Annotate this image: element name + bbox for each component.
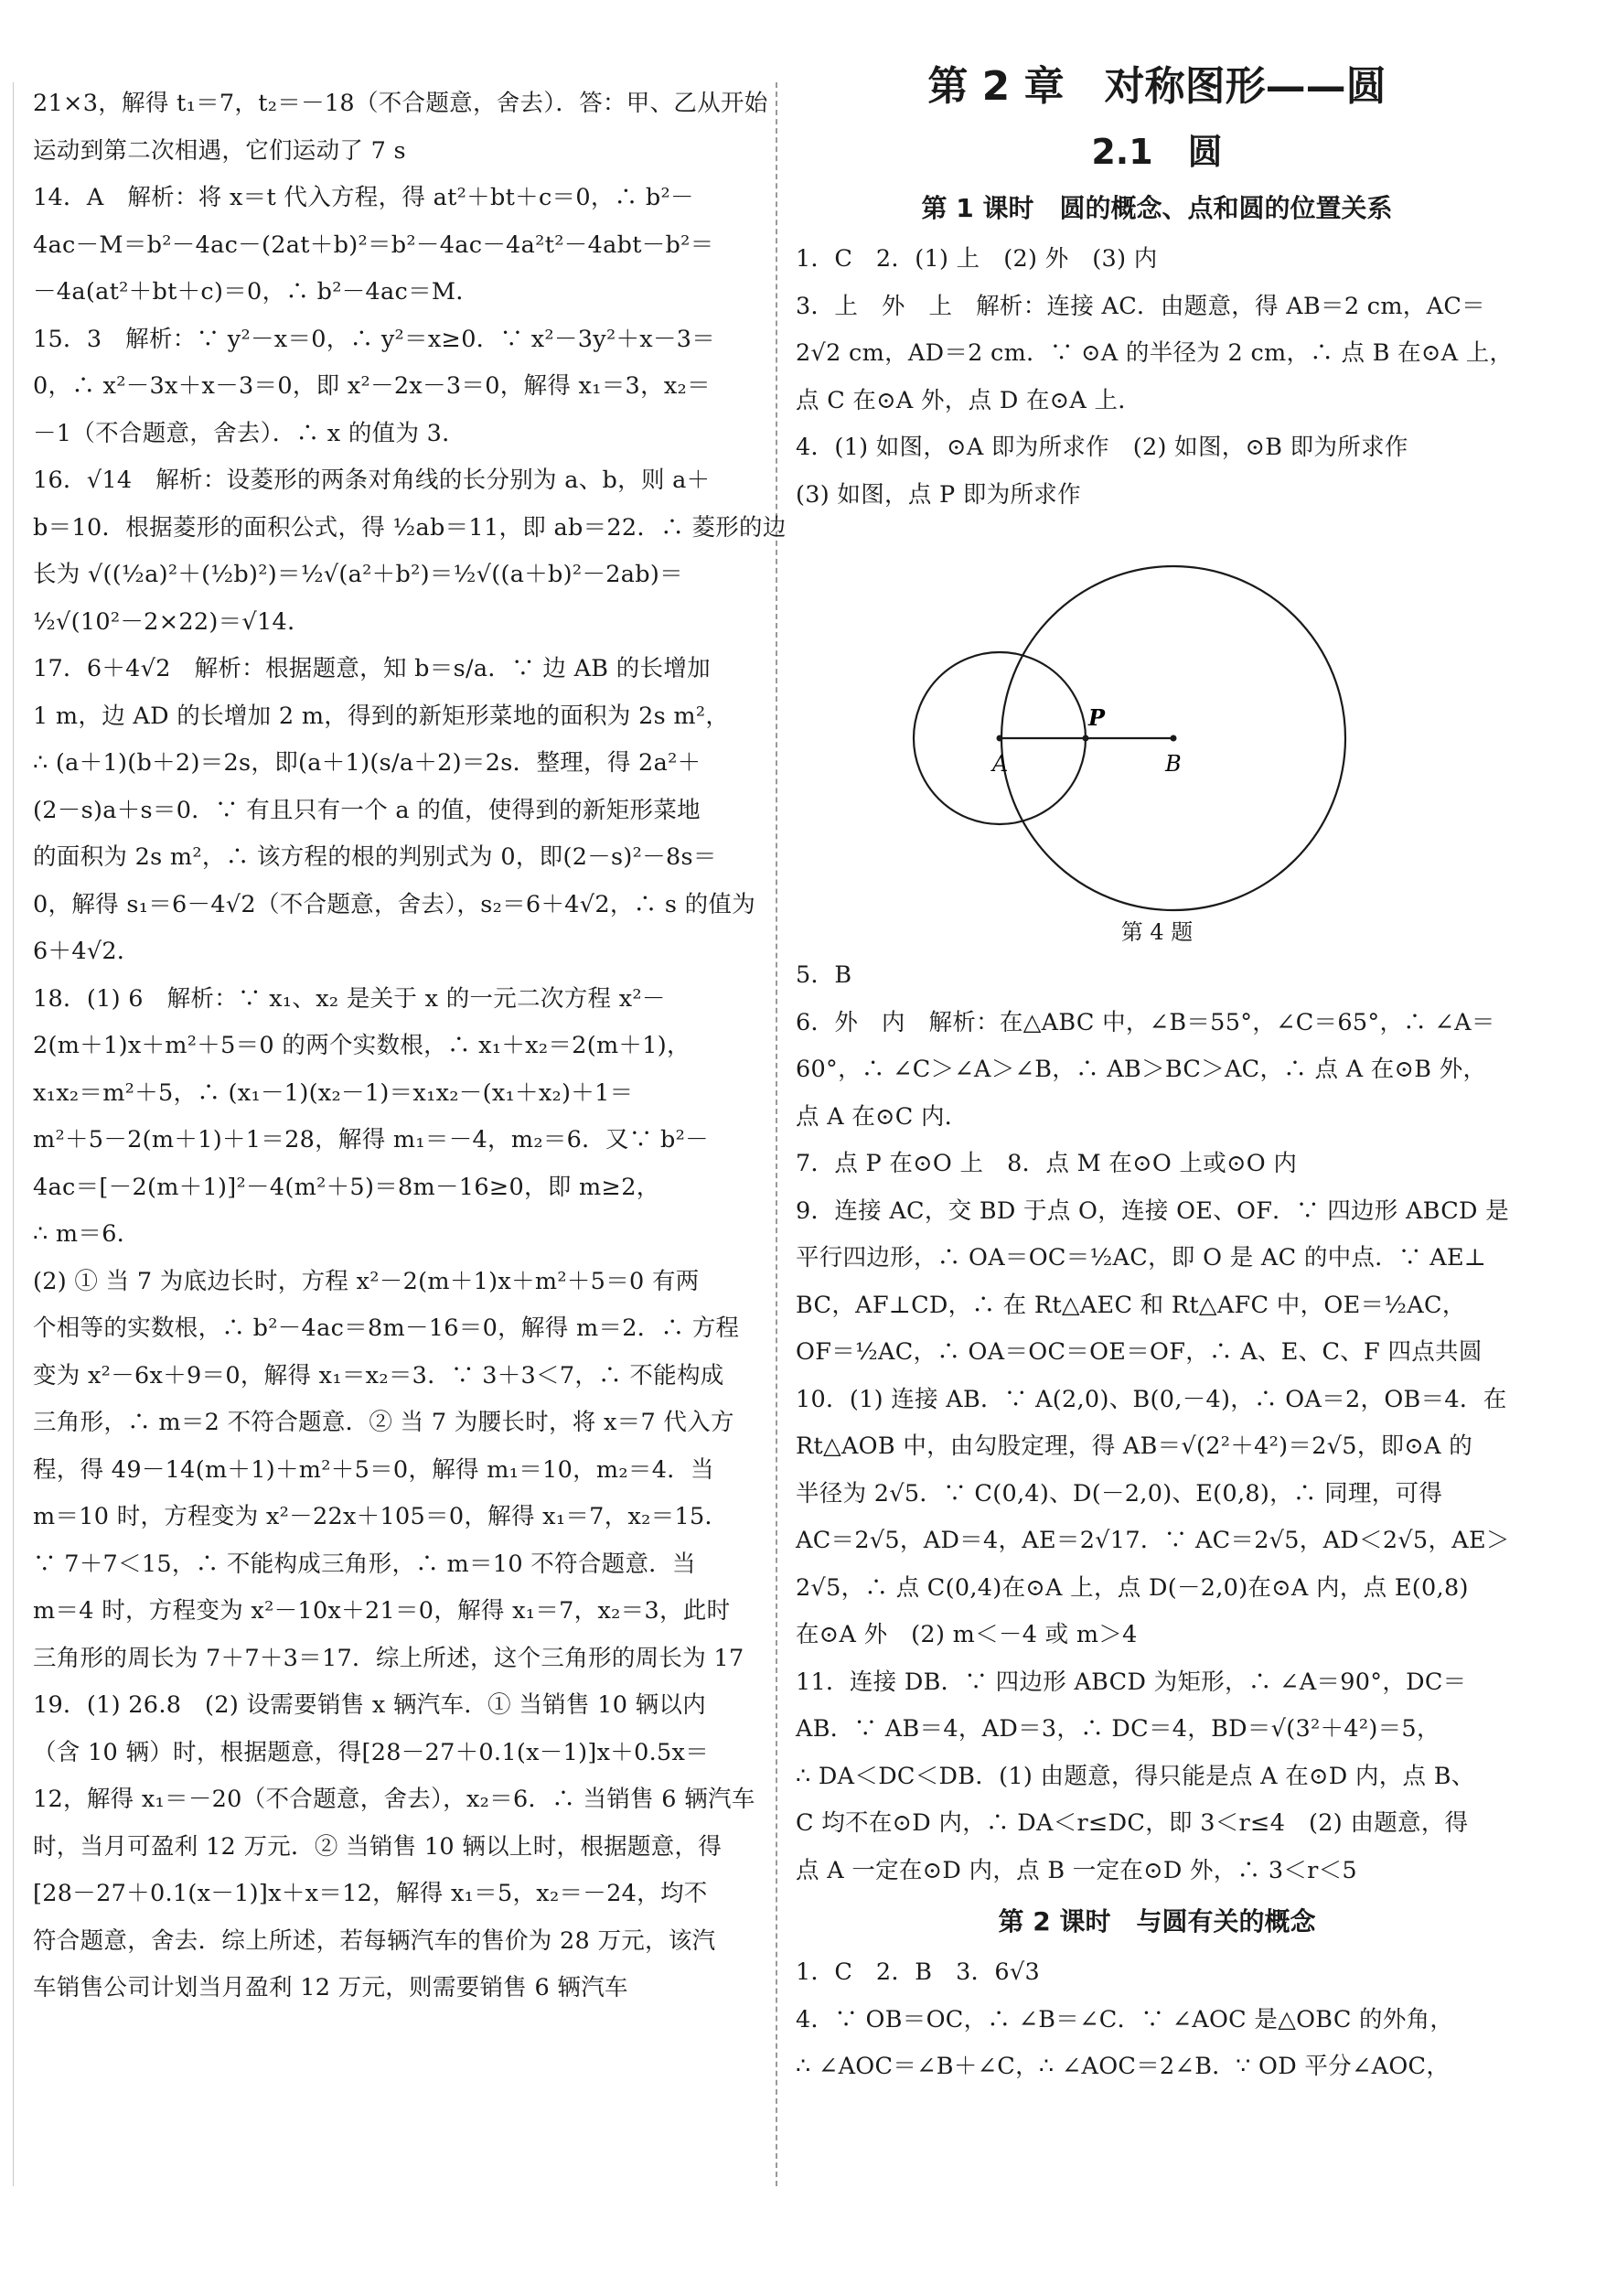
label-a: A [992, 751, 1009, 777]
text-line: 16．√14 解析：设菱形的两条对角线的长分别为 a、b，则 a＋ [33, 467, 711, 494]
text-line: 三角形的周长为 7＋7＋3＝17．综上所述，这个三角形的周长为 17 [33, 1644, 744, 1672]
text-line: 点 A 在⊙C 内． [796, 1102, 969, 1131]
text-line: m＝10 时，方程变为 x²－22x＋105＝0，解得 x₁＝7，x₂＝15． [33, 1503, 729, 1530]
text-line: 4ac－M＝b²－4ac－(2at＋b)²＝b²－4ac－4a²t²－4abt－b²＝ [33, 231, 714, 259]
text-line: 9．连接 AC，交 BD 于点 O，连接 OE、OF．∵ 四边形 ABCD 是 [796, 1196, 1509, 1225]
text-line: －4a(at²＋bt＋c)＝0，∴ b²－4ac＝M． [33, 278, 480, 306]
text-line: OF＝½AC，∴ OA＝OC＝OE＝OF，∴ A、E、C、F 四点共圆 [796, 1338, 1483, 1366]
page-edge-left [13, 82, 14, 2186]
text-line: 4ac＝[－2(m＋1)]²－4(m²＋5)＝8m－16≥0，即 m≥2， [33, 1173, 660, 1201]
text-line: 点 A 一定在⊙D 内，点 B 一定在⊙D 外，∴ 3＜r＜5 [796, 1856, 1357, 1884]
text-line: ∵ 7＋7＜15，∴ 不能构成三角形，∴ m＝10 不符合题意．当 [33, 1550, 696, 1578]
text-line: 12，解得 x₁＝－20（不合题意，舍去），x₂＝6．∴ 当销售 6 辆汽车 [33, 1786, 755, 1813]
text-line: 11．连接 DB．∵ 四边形 ABCD 为矩形，∴ ∠A＝90°，DC＝ [796, 1668, 1467, 1696]
text-line: C 均不在⊙D 内，∴ DA＜r≤DC，即 3＜r≤4 (2) 由题意，得 [796, 1809, 1469, 1837]
figure-caption: 第 4 题 [1120, 919, 1194, 945]
text-line: 符合题意，舍去．综上所述，若每辆汽车的售价为 28 万元，该汽 [33, 1926, 716, 1955]
text-line: 运动到第二次相遇，它们运动了 7 s [33, 136, 406, 165]
text-line: 5．B [796, 961, 852, 989]
text-line: 0，解得 s₁＝6－4√2（不合题意，舍去），s₂＝6＋4√2，∴ s 的值为 [33, 890, 756, 918]
point-b [1171, 735, 1177, 742]
text-line: 4．∵ OB＝OC，∴ ∠B＝∠C．∵ ∠AOC 是△OBC 的外角， [796, 2005, 1454, 2033]
text-line: 4．(1) 如图，⊙A 即为所求作 (2) 如图，⊙B 即为所求作 [796, 434, 1408, 461]
text-line: 时，当月可盈利 12 万元．② 当销售 10 辆以上时，根据题意，得 [33, 1832, 723, 1861]
label-p: P [1088, 704, 1106, 731]
point-p [1083, 735, 1089, 742]
text-line: 2√2 cm，AD＝2 cm．∵ ⊙A 的半径为 2 cm，∴ 点 B 在⊙A 上， [796, 339, 1514, 367]
text-line: 变为 x²－6x＋9＝0，解得 x₁＝x₂＝3．∵ 3＋3＜7，∴ 不能构成 [33, 1361, 724, 1389]
lesson-2-answers [796, 1949, 1518, 2091]
text-line: (3) 如图，点 P 即为所求作 [796, 480, 1081, 509]
text-line: 18．(1) 6 解析：∵ x₁、x₂ 是关于 x 的一元二次方程 x²－ [33, 984, 666, 1013]
text-line: AB．∵ AB＝4，AD＝3，∴ DC＝4，BD＝√(3²＋4²)＝5， [796, 1715, 1440, 1743]
lesson-2-title: 第 2 课时 与圆有关的概念 [998, 1906, 1316, 1937]
text-line: (2－s)a＋s＝0．∵ 有且只有一个 a 的值，使得到的新矩形菜地 [33, 796, 701, 824]
text-line: 17．6＋4√2 解析：根据题意，知 b＝s/a．∵ 边 AB 的长增加 [33, 655, 711, 682]
text-line: b＝10．根据菱形的面积公式，得 ½ab＝11，即 ab＝22．∴ 菱形的边 [33, 513, 787, 542]
text-line: ∴ DA＜DC＜DB．(1) 由题意，得只能是点 A 在⊙D 内，点 B、 [796, 1762, 1475, 1790]
text-line: 15．3 解析：∵ y²－x＝0，∴ y²＝x≥0．∵ x²－3y²＋x－3＝ [33, 325, 716, 353]
text-line: －1（不合题意，舍去）．∴ x 的值为 3． [33, 419, 466, 447]
left-column-text [33, 80, 787, 2012]
text-line: 6＋4√2． [33, 938, 141, 965]
column-divider [776, 82, 777, 2186]
text-line: 程，得 49－14(m＋1)＋m²＋5＝0，解得 m₁＝10，m₂＝4．当 [33, 1455, 714, 1484]
text-line: 1．C 2．(1) 上 (2) 外 (3) 内 [796, 245, 1158, 273]
text-line: 个相等的实数根，∴ b²－4ac＝8m－16＝0，解得 m＝2．∴ 方程 [33, 1314, 740, 1342]
text-line: Rt△AOB 中，由勾股定理，得 AB＝√(2²＋4²)＝2√5，即⊙A 的 [796, 1432, 1473, 1460]
text-line: 19．(1) 26.8 (2) 设需要销售 x 辆汽车．① 当销售 10 辆以内 [33, 1691, 707, 1719]
text-line: 三角形，∴ m＝2 不符合题意．② 当 7 为腰长时，将 x＝7 代入方 [33, 1409, 734, 1436]
text-line: ½√(10²－2×22)＝√14． [33, 607, 311, 636]
left-column [33, 80, 787, 2012]
right-column [796, 63, 1518, 2091]
text-line: 长为 √((½a)²＋(½b)²)＝½√(a²＋b²)＝½√((a＋b)²－2ab)＝ [33, 561, 683, 588]
text-line: ∴ m＝6． [33, 1220, 141, 1248]
text-line: （含 10 辆）时，根据题意，得[28－27＋0.1(x－1)]x＋0.5x＝ [33, 1738, 710, 1766]
text-line: 点 C 在⊙A 外，点 D 在⊙A 上． [796, 386, 1142, 414]
circles-diagram [796, 519, 1518, 912]
text-line: m²＋5－2(m＋1)＋1＝28，解得 m₁＝－4，m₂＝6．又∵ b²－ [33, 1126, 709, 1153]
text-line: 的面积为 2s m²，∴ 该方程的根的判别式为 0，即(2－s)²－8s＝ [33, 843, 717, 871]
figure-4 [796, 519, 1518, 912]
lesson-1-title: 第 1 课时 圆的概念、点和圆的位置关系 [921, 193, 1393, 223]
text-line: 平行四边形，∴ OA＝OC＝½AC，即 O 是 AC 的中点．∵ AE⊥ [796, 1244, 1487, 1271]
lesson-1-answers-part-1 [796, 236, 1518, 519]
text-line: 车销售公司计划当月盈利 12 万元，则需要销售 6 辆汽车 [33, 1974, 628, 2001]
text-line: 2(m＋1)x＋m²＋5＝0 的两个实数根，∴ x₁＋x₂＝2(m＋1)， [33, 1032, 691, 1059]
text-line: 10．(1) 连接 AB．∵ A(2,0)、B(0,－4)，∴ OA＝2，OB＝4．在 [796, 1385, 1507, 1413]
section-title: 2.1 圆 [1091, 132, 1223, 172]
text-line: ∴ ∠AOC＝∠B＋∠C，∴ ∠AOC＝2∠B．∵ OD 平分∠AOC， [796, 2053, 1451, 2080]
text-line: 2√5，∴ 点 C(0,4)在⊙A 上，点 D(－2,0)在⊙A 内，点 E(0,8) [796, 1573, 1469, 1602]
text-line: BC，AF⊥CD，∴ 在 Rt△AEC 和 Rt△AFC 中，OE＝½AC， [796, 1291, 1466, 1319]
text-line: 0，∴ x²－3x＋x－3＝0，即 x²－2x－3＝0，解得 x₁＝3，x₂＝ [33, 372, 711, 400]
chapter-title: 第 2 章 对称图形——圆 [927, 63, 1387, 110]
text-line: (2) ① 当 7 为底边长时，方程 x²－2(m＋1)x＋m²＋5＝0 有两 [33, 1267, 700, 1295]
text-line: 1 m，边 AD 的长增加 2 m，得到的新矩形菜地的面积为 2s m²， [33, 702, 730, 730]
lesson-1-answers-part-2 [796, 952, 1518, 1894]
point-a [997, 735, 1003, 742]
text-line: 6．外 内 解析：在△ABC 中，∠B＝55°，∠C＝65°，∴ ∠A＝ [796, 1008, 1495, 1036]
text-line: 14．A 解析：将 x＝t 代入方程，得 at²＋bt＋c＝0，∴ b²－ [33, 184, 694, 211]
text-line: 半径为 2√5．∵ C(0,4)、D(－2,0)、E(0,8)，∴ 同理，可得 [796, 1479, 1443, 1507]
text-line: m＝4 时，方程变为 x²－10x＋21＝0，解得 x₁＝7，x₂＝3，此时 [33, 1597, 731, 1625]
text-line: AC＝2√5，AD＝4，AE＝2√17．∵ AC＝2√5，AD＜2√5，AE＞ [796, 1527, 1510, 1554]
text-line: 60°，∴ ∠C＞∠A＞∠B，∴ AB＞BC＞AC，∴ 点 A 在⊙B 外， [796, 1056, 1487, 1083]
text-line: [28－27＋0.1(x－1)]x＋x＝12，解得 x₁＝5，x₂＝－24，均不 [33, 1880, 708, 1907]
text-line: x₁x₂＝m²＋5，∴ (x₁－1)(x₂－1)＝x₁x₂－(x₁＋x₂)＋1＝ [33, 1078, 634, 1107]
text-line: 3．上 外 上 解析：连接 AC．由题意，得 AB＝2 cm，AC＝ [796, 292, 1485, 320]
text-line: 21×3，解得 t₁＝7，t₂＝－18（不合题意，舍去）．答：甲、乙从开始 [33, 90, 768, 117]
text-line: ∴ (a＋1)(b＋2)＝2s，即(a＋1)(s/a＋2)＝2s．整理，得 2a²＋ [33, 749, 701, 777]
label-b: B [1165, 751, 1182, 777]
text-line: 在⊙A 外 (2) m＜－4 或 m＞4 [796, 1621, 1138, 1648]
text-line: 1．C 2．B 3．6√3 [796, 1958, 1041, 1986]
text-line: 7．点 P 在⊙O 上 8．点 M 在⊙O 上或⊙O 内 [796, 1150, 1298, 1177]
